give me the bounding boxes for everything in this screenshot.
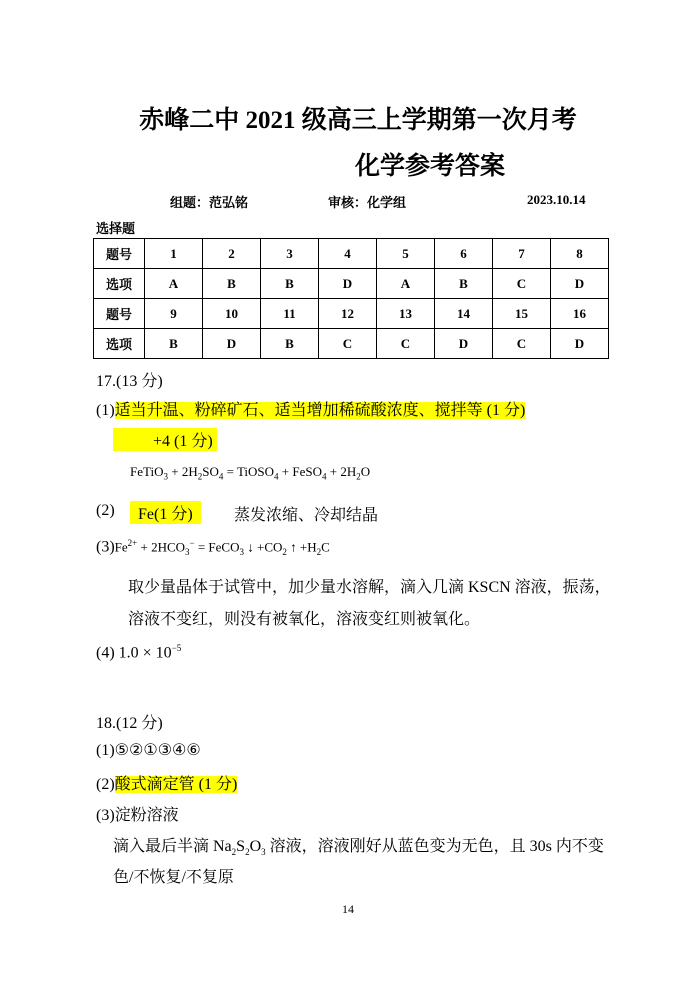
q17-part2-answer: Fe(1 分) xyxy=(130,501,201,524)
answer-table-cell: C xyxy=(319,329,377,359)
eq1-term: + 2H xyxy=(167,464,198,479)
q18-text: S xyxy=(236,838,246,855)
eq2-term: ↓ +CO xyxy=(243,539,283,555)
eq1-term: O xyxy=(360,464,371,479)
answer-table-cell: D xyxy=(435,329,493,359)
answer-table-row xyxy=(94,299,609,329)
answer-table-cell: B xyxy=(261,329,319,359)
eq2-sup: − xyxy=(189,538,195,548)
eq1-term: + 2H xyxy=(326,464,357,479)
answer-table-cell: B xyxy=(261,269,319,299)
eq1-term: = TiOSO xyxy=(223,464,275,479)
eq2-term: + 2HCO xyxy=(137,539,186,555)
q17-equation-1 xyxy=(130,464,370,482)
eq1-sub: 2 xyxy=(197,471,203,482)
q17-part1 xyxy=(96,397,525,420)
eq2-term: = FeCO xyxy=(194,539,240,555)
q17-part4-base: 1.0 × 10 xyxy=(118,644,172,662)
answer-table-row xyxy=(94,329,609,359)
q17-part2 xyxy=(96,502,115,520)
answer-table-row-head: 选项 xyxy=(94,329,145,359)
q18-text: 滴入最后半滴 Na xyxy=(113,838,232,855)
eq1-sub: 4 xyxy=(218,471,224,482)
answer-table-cell: 1 xyxy=(145,239,203,269)
answer-table-cell: B xyxy=(435,269,493,299)
answer-table-cell: 8 xyxy=(551,239,609,269)
q17-part3-text-2: 溶液不变红，则没有被氧化，溶液变红则被氧化。 xyxy=(128,611,481,628)
q17-title: 17.(13 分) xyxy=(96,373,163,390)
answer-table-cell: 2 xyxy=(203,239,261,269)
eq2-sup: 2+ xyxy=(127,538,138,548)
page-number: 14 xyxy=(342,902,354,916)
q17-part3-prefix: (3) xyxy=(96,538,115,556)
answer-table-cell: 13 xyxy=(377,299,435,329)
eq2-sub: 3 xyxy=(185,546,190,557)
answer-table-cell: 12 xyxy=(319,299,377,329)
q17-part4 xyxy=(96,643,181,662)
q18-sub: 3 xyxy=(261,847,266,858)
q18-text: O xyxy=(249,838,262,855)
answer-table-row xyxy=(94,269,609,299)
q18-sub: 2 xyxy=(245,847,250,858)
q17-part1-prefix: (1) xyxy=(96,402,115,419)
answer-table-cell: 15 xyxy=(493,299,551,329)
eq1-sub: 4 xyxy=(322,471,327,482)
q17-part2-prefix: (2) xyxy=(96,502,115,519)
q18-part3-text-1 xyxy=(113,833,604,857)
q17-equation-2 xyxy=(96,538,330,557)
q17-part1-answer: 适当升温、粉碎矿石、适当增加稀硫酸浓度、搅拌等 (1 分) xyxy=(114,402,526,419)
eq1-term: FeTiO xyxy=(130,464,164,479)
eq2-term: C xyxy=(321,539,330,555)
answer-table-cell: C xyxy=(377,329,435,359)
answer-table-cell: C xyxy=(493,269,551,299)
answer-table-cell: 5 xyxy=(377,239,435,269)
answer-table-cell: 10 xyxy=(203,299,261,329)
q18-part3: (3)淀粉溶液 xyxy=(96,807,179,824)
answer-table-cell: 11 xyxy=(261,299,319,329)
q18-part2-prefix: (2) xyxy=(96,776,115,793)
answer-table-cell: D xyxy=(551,269,609,299)
answer-table-cell: D xyxy=(551,329,609,359)
answer-table-cell: D xyxy=(319,269,377,299)
answer-table-row-head: 题号 xyxy=(94,239,145,269)
answer-table-row-head: 选项 xyxy=(94,269,145,299)
answer-table-cell: D xyxy=(203,329,261,359)
q17-part4-exp: −5 xyxy=(171,643,182,653)
answer-table-cell: 7 xyxy=(493,239,551,269)
q17-part1-value: +4 (1 分) xyxy=(113,428,217,451)
answer-table-cell: A xyxy=(377,269,435,299)
answer-table-cell: A xyxy=(145,269,203,299)
answer-table-row-head: 题号 xyxy=(94,299,145,329)
eq2-sub: 2 xyxy=(282,546,287,557)
answer-table-cell: 3 xyxy=(261,239,319,269)
reviewer-label: 审核：化学组 xyxy=(328,195,407,210)
choice-section-label: 选择题 xyxy=(96,221,136,236)
exam-title: 赤峰二中 2021 级高三上学期第一次月考 xyxy=(139,107,577,134)
eq1-sub: 4 xyxy=(274,471,279,482)
answer-table-cell: 6 xyxy=(435,239,493,269)
answer-table-cell: 14 xyxy=(435,299,493,329)
q17-part3-text-1: 取少量晶体于试管中，加少量水溶解，滴入几滴 KSCN 溶液，振荡， xyxy=(128,579,611,596)
answer-table xyxy=(93,238,609,359)
author-label: 组题：范弘铭 xyxy=(170,195,249,210)
q18-part2-answer: 酸式滴定管 (1 分) xyxy=(114,776,238,793)
q18-part2 xyxy=(96,771,237,794)
eq2-term: Fe xyxy=(114,539,128,555)
answer-subtitle: 化学参考答案 xyxy=(355,153,506,180)
q18-part3-text-2: 色/不恢复/不复原 xyxy=(113,869,234,886)
answer-table-row xyxy=(94,239,609,269)
answer-table-cell: 4 xyxy=(319,239,377,269)
date-label: 2023.10.14 xyxy=(527,192,586,207)
eq1-sub: 3 xyxy=(163,471,168,482)
eq2-sub: 2 xyxy=(316,546,322,557)
q18-sub: 2 xyxy=(231,847,237,858)
eq1-term: + FeSO xyxy=(278,464,322,479)
q18-title: 18.(12 分) xyxy=(96,715,163,732)
q18-part1: (1)⑤②①③④⑥ xyxy=(96,742,201,759)
answer-table-cell: C xyxy=(493,329,551,359)
eq1-term: SO xyxy=(202,464,219,479)
eq2-sub: 3 xyxy=(239,546,244,557)
answer-table-cell: B xyxy=(145,329,203,359)
answer-table-cell: 16 xyxy=(551,299,609,329)
answer-table-cell: B xyxy=(203,269,261,299)
eq1-sub: 2 xyxy=(356,471,361,482)
q17-part2-text: 蒸发浓缩、冷却结晶 xyxy=(234,507,379,524)
eq2-term: ↑ +H xyxy=(286,539,317,555)
q17-part4-prefix: (4) xyxy=(96,644,115,662)
answer-table-cell: 9 xyxy=(145,299,203,329)
q18-text: 溶液，溶液刚好从蓝色变为无色，且 30s 内不变 xyxy=(265,838,604,855)
